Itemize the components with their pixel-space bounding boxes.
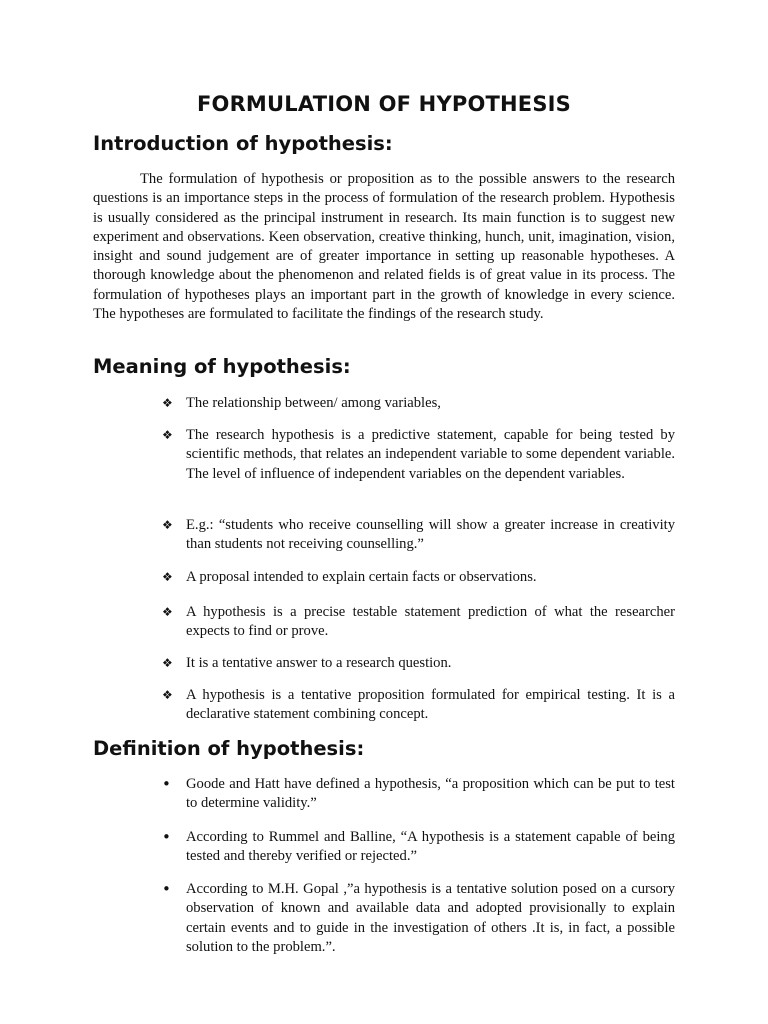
definition-item-text: According to M.H. Gopal ,”a hypothesis is a tentative solution posed on a cursory observation of known and available data and adopted provisionally to explain certain events and to guide in the investigation of others .It is, in fact, a possible solution to the problem.”. — [186, 881, 675, 955]
meaning-list-item — [162, 654, 675, 673]
introduction-paragraph: The formulation of hypothesis or proposition as to the possible answers to the research questions is an importance steps in the process of formulation of the research problem. Hypothesis is usually considered as the principal instrument in research. Its main function is to suggest new experiment and observations. Keen observation, creative thinking, hunch, unit, imagination, vision, insight and sound judgement are of greater importance in setting up reasonable hypotheses. A thorough knowledge about the phenomenon and related fields is of great value in its process. The formulation of hypotheses plays an important part in the growth of knowledge in every science. The hypotheses are formulated to facilitate the findings of the research study. — [93, 171, 675, 323]
definition-item-text: Goode and Hatt have defined a hypothesis, “a proposition which can be put to test to determine validity.” — [186, 776, 675, 812]
meaning-item-text: A proposal intended to explain certain facts or observations. — [186, 569, 537, 585]
meaning-list-item — [162, 603, 675, 642]
meaning-list-item — [162, 426, 675, 484]
definition-list-item — [162, 880, 675, 957]
round-bullet-icon: • — [162, 880, 171, 898]
meaning-item-text: It is a tentative answer to a research question. — [186, 655, 452, 671]
meaning-item-text: A hypothesis is a precise testable statement prediction of what the researcher expects to find or prove. — [186, 604, 675, 640]
definition-list-item — [162, 775, 675, 814]
diamond-bullet-icon: ❖ — [162, 688, 173, 702]
meaning-list-item — [162, 516, 675, 555]
meaning-heading: Meaning of hypothesis: — [93, 355, 351, 378]
meaning-item-text: A hypothesis is a tentative proposition formulated for empirical testing. It is a declarative statement combining concept. — [186, 687, 675, 723]
document-title: FORMULATION OF HYPOTHESIS — [196, 92, 572, 116]
definition-list-item — [162, 828, 675, 867]
diamond-bullet-icon: ❖ — [162, 428, 173, 442]
meaning-item-text: The research hypothesis is a predictive statement, capable for being tested by scientific methods, that relates an independent variable to some dependent variable. The level of influence of independent variables on the dependent variables. — [186, 427, 675, 482]
definition-heading: Definition of hypothesis: — [93, 737, 365, 760]
diamond-bullet-icon: ❖ — [162, 570, 173, 584]
definition-item-text: According to Rummel and Balline, “A hypothesis is a statement capable of being tested and thereby verified or rejected.” — [186, 829, 675, 865]
diamond-bullet-icon: ❖ — [162, 396, 173, 410]
meaning-list-item — [162, 394, 675, 413]
meaning-list-item — [162, 686, 675, 725]
diamond-bullet-icon: ❖ — [162, 518, 173, 532]
meaning-item-text: E.g.: “students who receive counselling will show a greater increase in creativity than students not receiving counselling.” — [186, 517, 675, 553]
diamond-bullet-icon: ❖ — [162, 605, 173, 619]
introduction-heading: Introduction of hypothesis: — [93, 132, 393, 155]
round-bullet-icon: • — [162, 775, 171, 793]
round-bullet-icon: • — [162, 828, 171, 846]
meaning-item-text: The relationship between/ among variables, — [186, 395, 441, 411]
diamond-bullet-icon: ❖ — [162, 656, 173, 670]
meaning-list-item — [162, 568, 675, 587]
